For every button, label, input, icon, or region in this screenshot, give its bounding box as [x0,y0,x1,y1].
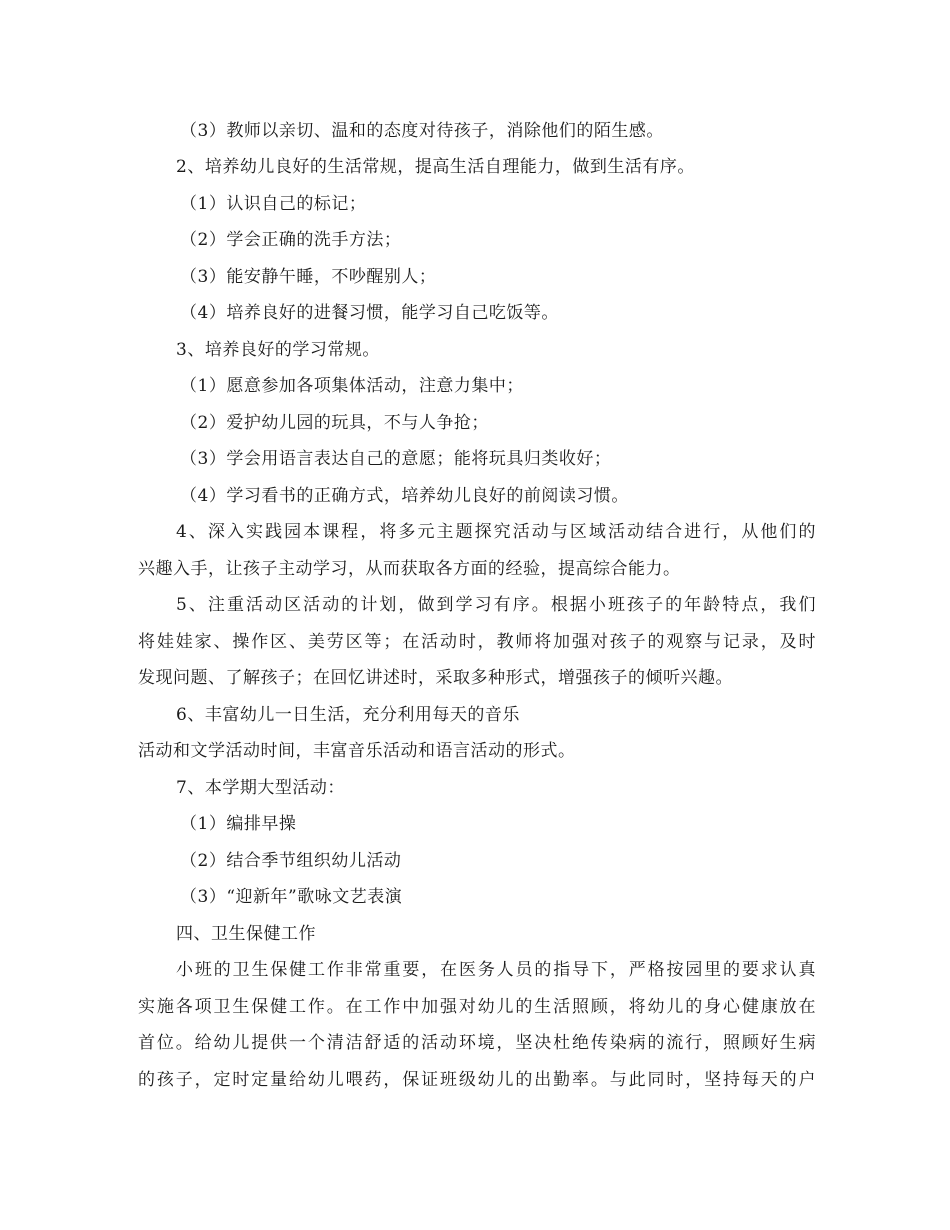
list-item: （3）教师以亲切、温和的态度对待孩子，消除他们的陌生感。 [180,121,664,141]
paragraph-line: 小班的卫生保健工作非常重要，在医务人员的指导下，严格按园里的要求认真 [176,960,816,980]
paragraph-line: 兴趣入手，让孩子主动学习，从而获取各方面的经验，提高综合能力。 [138,559,681,579]
list-item: （3）能安静午睡，不吵醒别人； [180,267,437,287]
paragraph-line: 的孩子，定时定量给幼儿喂药，保证班级幼儿的出勤率。与此同时，坚持每天的户 [138,1070,816,1090]
paragraph-line: 5、注重活动区活动的计划，做到学习有序。根据小班孩子的年龄特点，我们 [176,595,816,615]
paragraph-line: 首位。给幼儿提供一个清洁舒适的活动环境，坚决杜绝传染病的流行，照顾好生病 [138,1033,816,1053]
list-item: （1）认识自己的标记； [180,194,367,214]
paragraph-line: 活动和文学活动时间，丰富音乐活动和语言活动的形式。 [138,741,576,761]
list-item: （3）学会用语言表达自己的意愿；能将玩具归类收好； [180,449,612,469]
list-item: （4）学习看书的正确方式，培养幼儿良好的前阅读习惯。 [180,486,629,506]
list-item: （1）编排早操 [180,814,297,834]
list-item: （2）结合季节组织幼儿活动 [180,851,402,871]
list-item: （3）“迎新年”歌咏文艺表演 [180,887,403,907]
paragraph-line: 实施各项卫生保健工作。在工作中加强对幼儿的生活照顾，将幼儿的身心健康放在 [138,997,816,1017]
paragraph-line: 4、深入实践园本课程，将多元主题探究活动与区域活动结合进行，从他们的 [176,522,816,542]
list-item: （4）培养良好的进餐习惯，能学习自己吃饭等。 [180,303,559,323]
section-heading: 7、本学期大型活动： [176,778,345,798]
list-item: （2）爱护幼儿园的玩具，不与人争抢； [180,413,489,433]
section-heading: 3、培养良好的学习常规。 [176,340,380,360]
paragraph-line: 6、丰富幼儿一日生活，充分利用每天的音乐 [176,705,520,725]
list-item: （2）学会正确的洗手方法； [180,230,402,250]
section-heading: 2、培养幼儿良好的生活常规，提高生活自理能力，做到生活有序。 [176,157,695,177]
section-heading: 四、卫生保健工作 [176,924,316,944]
paragraph-line: 发现问题、了解孩子；在回忆讲述时，采取多种形式，增强孩子的倾听兴趣。 [138,668,733,688]
list-item: （1）愿意参加各项集体活动，注意力集中； [180,376,524,396]
paragraph-line: 将娃娃家、操作区、美劳区等；在活动时，教师将加强对孩子的观察与记录，及时 [138,632,816,652]
